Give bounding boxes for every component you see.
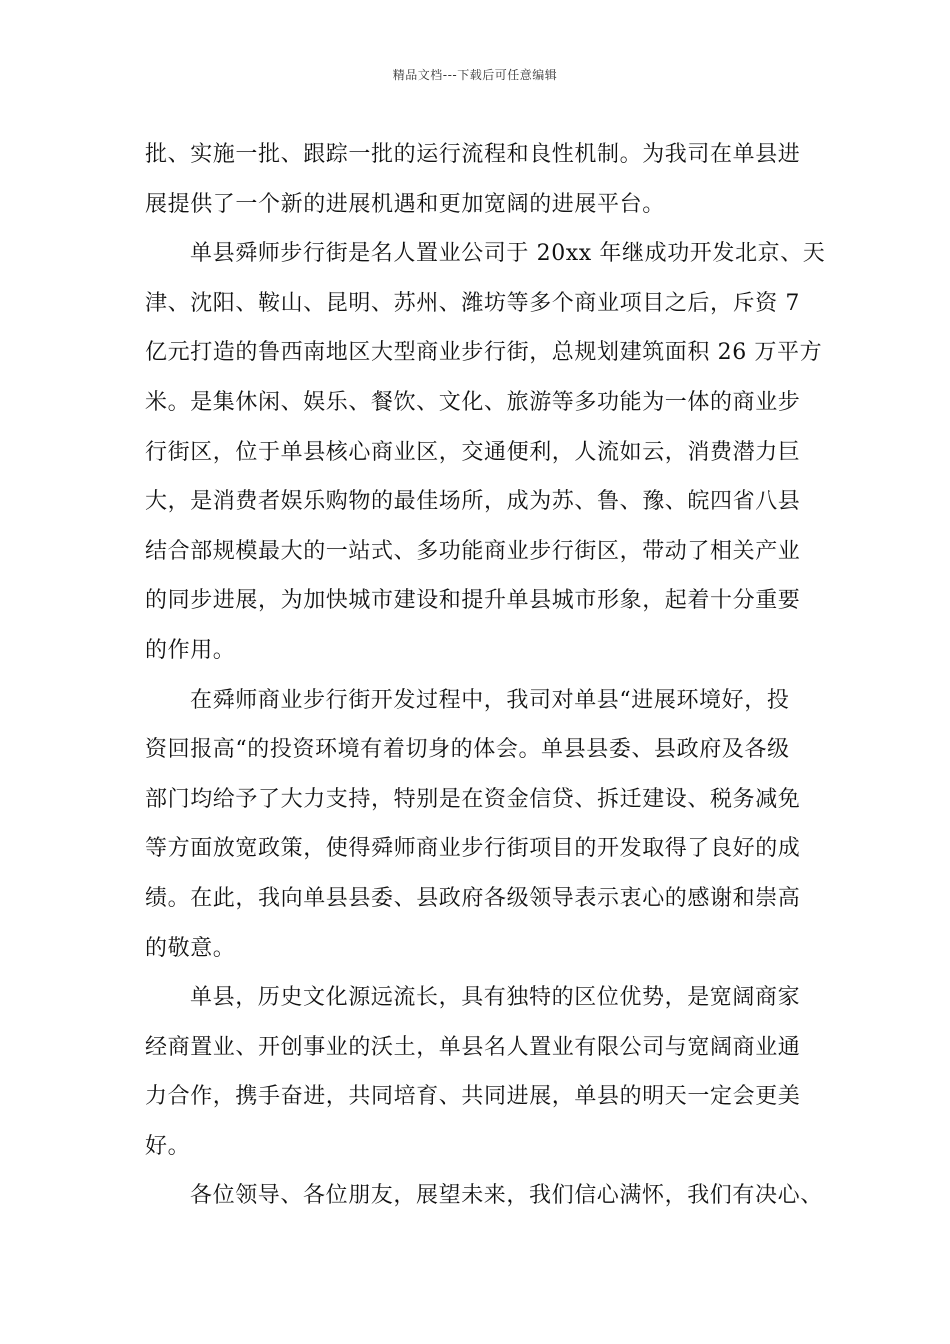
paragraph xyxy=(145,973,825,1171)
text-line: 行街区，位于单县核心商业区，交通便利，人流如云，消费潜力巨 xyxy=(145,439,801,465)
text-line: 的同步进展，为加快城市建设和提升单县城市形象，起着十分重要 xyxy=(145,588,801,614)
text-line: 结合部规模最大的一站式、多功能商业步行街区，带动了相关产业 xyxy=(145,538,801,564)
text-line: 津、沈阳、鞍山、昆明、苏州、潍坊等多个商业项目之后，斥资 7 xyxy=(145,290,800,316)
text-line: 大，是消费者娱乐购物的最佳场所，成为苏、鲁、豫、皖四省八县 xyxy=(145,489,801,515)
paragraph xyxy=(145,1171,825,1221)
text-line: 的作用。 xyxy=(145,637,236,663)
text-line: 各位领导、各位朋友，展望未来，我们信心满怀，我们有决心、 xyxy=(190,1183,823,1209)
text-line: 批、实施一批、跟踪一批的运行流程和良性机制。为我司在单县进 xyxy=(145,142,801,167)
text-line: 力合作，携手奋进，共同培育、共同进展，单县的明天一定会更美 xyxy=(145,1084,801,1110)
text-line: 单县，历史文化源远流长，具有独特的区位优势，是宽阔商家 xyxy=(190,985,801,1011)
document-body xyxy=(145,130,825,1221)
text-line: 的敬意。 xyxy=(145,935,236,961)
text-line: 好。 xyxy=(145,1133,191,1159)
paragraph xyxy=(145,229,825,675)
text-line: 亿元打造的鲁西南地区大型商业步行街，总规划建筑面积 26 万平方 xyxy=(145,340,823,366)
paragraph xyxy=(145,130,825,229)
text-line: 经商置业、开创事业的沃土，单县名人置业有限公司与宽阔商业通 xyxy=(145,1034,801,1060)
text-line: 米。是集休闲、娱乐、餐饮、文化、旅游等多功能为一体的商业步 xyxy=(145,389,801,415)
text-line: 绩。在此，我向单县县委、县政府各级领导表示衷心的感谢和崇高 xyxy=(145,885,801,911)
paragraph xyxy=(145,676,825,974)
text-line: 资回报高“的投资环境有着切身的体会。单县县委、县政府及各级 xyxy=(145,737,790,763)
text-line: 部门均给予了大力支持，特别是在资金信贷、拆迁建设、税务减免 xyxy=(145,786,801,812)
text-line: 展提供了一个新的进展机遇和更加宽阔的进展平台。 xyxy=(145,191,665,217)
page-header: 精品文档---下载后可任意编辑 xyxy=(392,68,558,82)
text-line: 在舜师商业步行街开发过程中，我司对单县“进展环境好，投 xyxy=(190,687,790,713)
text-line: 单县舜师步行街是名人置业公司于 20xx 年继成功开发北京、天 xyxy=(190,241,826,267)
text-line: 等方面放宽政策，使得舜师商业步行街项目的开发取得了良好的成 xyxy=(145,836,801,862)
